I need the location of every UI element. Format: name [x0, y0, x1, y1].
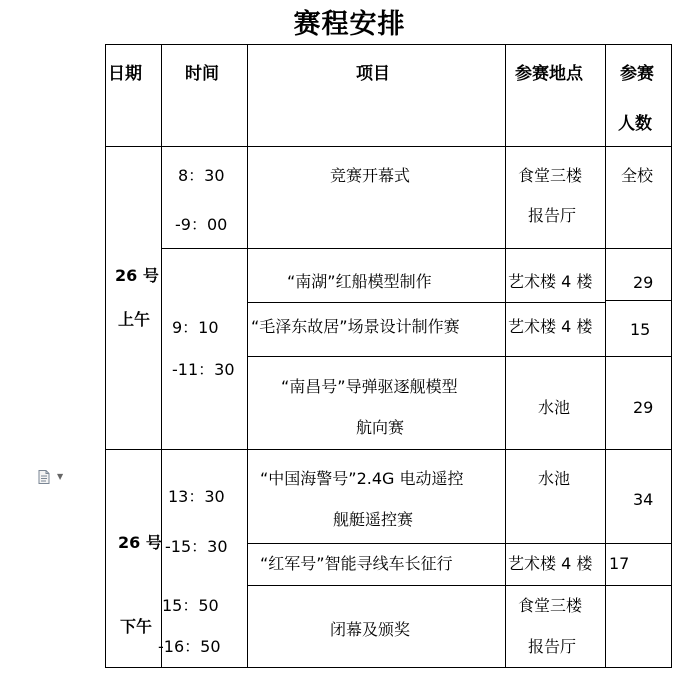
date-morning-line1: 26 号 — [115, 266, 159, 285]
date-afternoon-line2: 下午 — [120, 617, 153, 636]
document-icon[interactable] — [38, 470, 50, 484]
time-slot2-line2: -11：30 — [172, 360, 235, 379]
item-nanchang-line1: “南昌号”导弹驱逐舰模型 — [281, 377, 458, 396]
count-red-army-car: 17 — [609, 554, 630, 573]
time-afternoon-slot1-line1: 13：30 — [168, 487, 225, 506]
date-afternoon-line1: 26 号 — [118, 533, 162, 552]
item-red-army-car: “红军号”智能寻线车长征行 — [260, 554, 453, 573]
time-afternoon-slot2-line2: -16：50 — [158, 637, 221, 656]
venue-closing-line2: 报告厅 — [528, 637, 577, 656]
venue-nanchang: 水池 — [538, 398, 571, 417]
header-item: 项目 — [356, 64, 390, 84]
item-opening: 竞赛开幕式 — [330, 166, 411, 185]
item-mao-residence: “毛泽东故居”场景设计制作赛 — [251, 317, 460, 336]
time-afternoon-slot1-line2: -15：30 — [165, 537, 228, 556]
time-slot1-line1: 8：30 — [178, 166, 225, 185]
venue-red-boat: 艺术楼 4 楼 — [508, 272, 593, 291]
count-mao-residence: 15 — [630, 320, 651, 339]
venue-mao-residence: 艺术楼 4 楼 — [508, 317, 593, 336]
item-nanchang-line2: 航向赛 — [356, 418, 405, 437]
venue-red-army-car: 艺术楼 4 楼 — [508, 554, 593, 573]
count-red-boat: 29 — [633, 273, 654, 292]
date-morning-line2: 上午 — [118, 310, 151, 329]
header-time: 时间 — [185, 64, 219, 84]
header-venue: 参赛地点 — [515, 64, 583, 84]
venue-opening-line2: 报告厅 — [528, 206, 577, 225]
venue-coast-guard: 水池 — [538, 469, 571, 488]
item-closing: 闭幕及颁奖 — [330, 620, 411, 639]
page-title: 赛程安排 — [293, 9, 406, 40]
header-count-line2: 人数 — [618, 114, 652, 134]
count-nanchang: 29 — [633, 398, 654, 417]
count-coast-guard: 34 — [633, 490, 654, 509]
count-opening: 全校 — [621, 166, 654, 185]
time-slot1-line2: -9：00 — [175, 215, 228, 234]
item-coast-guard-line1: “中国海警号”2.4G 电动遥控 — [260, 469, 464, 488]
item-coast-guard-line2: 舰艇遥控赛 — [333, 510, 414, 529]
venue-closing-line1: 食堂三楼 — [518, 596, 583, 615]
item-red-boat: “南湖”红船模型制作 — [287, 272, 432, 291]
time-slot2-line1: 9：10 — [172, 318, 219, 337]
chevron-down-icon[interactable]: ▼ — [57, 472, 64, 481]
header-count-line1: 参赛 — [620, 64, 654, 84]
venue-opening-line1: 食堂三楼 — [518, 166, 583, 185]
time-afternoon-slot2-line1: 15：50 — [162, 596, 219, 615]
header-date: 日期 — [108, 64, 142, 84]
